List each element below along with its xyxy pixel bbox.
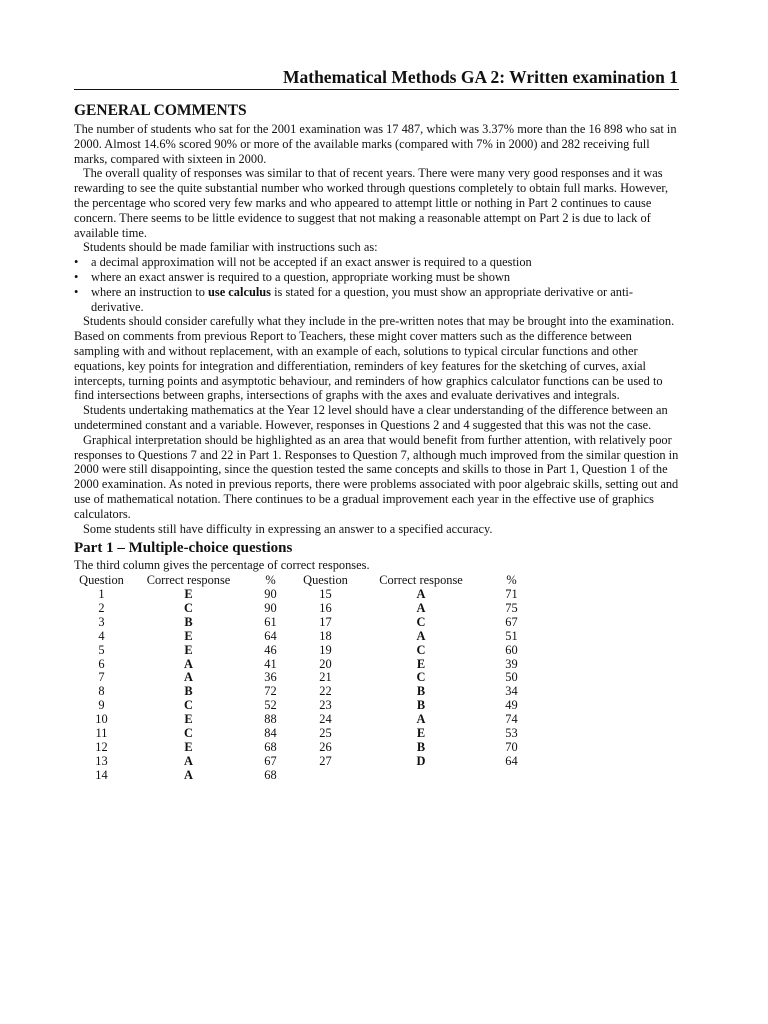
paragraph-constants: Students undertaking mathematics at the Year 12 level should have a clear understanding of the difference between an undetermined constant and a variable. However, responses in Questions 2 and 4 suggested that this was not the case. [74, 403, 668, 432]
table-row [74, 588, 539, 602]
question-number: 10 [95, 712, 108, 727]
percent-correct: 46 [264, 642, 277, 657]
list-item-text: a decimal approximation will not be accepted if an exact answer is required to a question [91, 255, 532, 270]
table-row [74, 644, 539, 658]
list-item-emphasis: use calculus [208, 284, 271, 299]
table-body [74, 588, 539, 783]
percent-correct: 52 [264, 698, 277, 713]
question-number: 5 [98, 642, 105, 657]
percent-correct: 50 [505, 670, 518, 685]
percent-correct: 67 [264, 753, 277, 768]
table-row [74, 769, 539, 783]
correct-response: B [184, 614, 193, 629]
correct-response: E [416, 656, 426, 671]
correct-response: E [184, 712, 193, 727]
percent-correct: 74 [505, 712, 518, 727]
table-row [74, 727, 539, 741]
percent-correct: 34 [505, 684, 518, 699]
correct-response: C [416, 642, 426, 657]
question-number: 6 [98, 656, 105, 671]
main-content [74, 101, 680, 783]
correct-response: E [184, 739, 193, 754]
table-row [74, 755, 539, 769]
bullet-icon: • [74, 255, 79, 270]
correct-response: A [416, 587, 426, 602]
percent-correct: 36 [264, 670, 277, 685]
question-number: 25 [319, 726, 332, 741]
percent-correct: 75 [505, 600, 518, 615]
question-number: 8 [98, 684, 105, 699]
paragraph-graphical: Graphical interpretation should be highlighted as an area that would benefit from further attention, with relatively poor responses to Questions 7 and 22 in Part 1. Responses to Question 7, although much improved from the similar question in 2000 were still disappointing, since the question tested the same concepts and skills to those in Part 1, Question 1 of the 2000 examination. As noted in previous reports, there were problems associated with poor algebraic skills, setting out and use of mathematical notation. There continues to be a gradual improvement each year in the effective use of graphics calculators. [74, 432, 679, 521]
question-number: 4 [98, 628, 105, 643]
question-number: 15 [319, 587, 332, 602]
percent-correct: 64 [264, 628, 277, 643]
paragraph-accuracy: Some students still have difficulty in expressing an answer to a specified accuracy. [83, 521, 493, 536]
multiple-choice-table [74, 574, 539, 783]
question-number: 21 [319, 670, 332, 685]
list-item [74, 285, 680, 315]
correct-response: A [184, 670, 193, 685]
correct-response: C [184, 726, 193, 741]
table-row [74, 699, 539, 713]
table-header-row [74, 574, 539, 588]
paragraph-exam-numbers: The number of students who sat for the 2001 examination was 17 487, which was 3.37% more than the 16 898 who sat in 2000. Almost 14.6% scored 90% or more of the available marks (compared with 7% in 2000) and 282 receiving full marks, compared with sixteen in 2000. [74, 122, 677, 166]
table-row [74, 630, 539, 644]
percent-correct: 84 [264, 726, 277, 741]
correct-response: C [184, 600, 193, 615]
column-header-question: Question [79, 573, 124, 588]
correct-response: A [184, 656, 193, 671]
percent-correct: 90 [264, 587, 277, 602]
question-number: 17 [319, 614, 332, 629]
part1-heading: Part 1 – Multiple-choice questions [74, 540, 293, 557]
question-number [293, 769, 358, 783]
page-title: Mathematical Methods GA 2: Written examination 1 [282, 67, 678, 87]
percent-correct: 51 [505, 628, 518, 643]
bullet-icon: • [74, 284, 79, 299]
list-item [74, 255, 680, 270]
percent-correct: 90 [264, 600, 277, 615]
correct-response: D [416, 753, 426, 768]
general-comments-heading: GENERAL COMMENTS [74, 102, 247, 119]
correct-response: A [416, 628, 426, 643]
percent-correct: 60 [505, 642, 518, 657]
column-header-percent: % [265, 573, 276, 588]
correct-response [358, 769, 484, 783]
correct-response: B [416, 684, 426, 699]
percent-correct: 68 [264, 767, 277, 782]
table-row [74, 713, 539, 727]
question-number: 16 [319, 600, 332, 615]
bullet-icon: • [74, 269, 79, 284]
question-number: 14 [95, 767, 108, 782]
percent-correct [484, 769, 539, 783]
correct-response: A [416, 712, 426, 727]
correct-response: C [416, 614, 426, 629]
correct-response: A [184, 767, 193, 782]
correct-response: E [416, 726, 426, 741]
percent-correct: 64 [505, 753, 518, 768]
percent-correct: 61 [264, 614, 277, 629]
correct-response: E [184, 587, 193, 602]
paragraph-quality: The overall quality of responses was similar to that of recent years. There were many very good responses and it was rewarding to see the quite substantial number who worked through questions completely to obtain full marks. However, the percentage who scored very few marks and who appeared to attempt little or nothing in Part 2 continues to cause concern. There seems to be little evidence to suggest that not making a reasonable attempt on Part 2 is due to lack of available time. [74, 166, 669, 240]
question-number: 13 [95, 753, 108, 768]
table-row [74, 616, 539, 630]
column-header-question: Question [303, 573, 348, 588]
instruction-list [74, 255, 680, 314]
question-number: 20 [319, 656, 332, 671]
question-number: 11 [95, 726, 108, 741]
correct-response: B [416, 739, 426, 754]
part1-intro: The third column gives the percentage of correct responses. [74, 558, 370, 573]
correct-response: A [416, 600, 426, 615]
header-divider [74, 89, 679, 90]
question-number: 22 [319, 684, 332, 699]
percent-correct: 70 [505, 739, 518, 754]
percent-correct: 49 [505, 698, 518, 713]
question-number: 19 [319, 642, 332, 657]
column-header-response: Correct response [146, 573, 231, 588]
question-number: 24 [319, 712, 332, 727]
question-number: 7 [98, 670, 105, 685]
list-item-text-pre: where an instruction to [91, 284, 208, 299]
correct-response: E [184, 628, 193, 643]
table-row [74, 658, 539, 672]
percent-correct: 53 [505, 726, 518, 741]
question-number: 27 [319, 753, 332, 768]
table-row [74, 685, 539, 699]
list-item [74, 270, 680, 285]
correct-response: C [184, 698, 193, 713]
paragraph-instructions-intro: Students should be made familiar with instructions such as: [83, 240, 378, 255]
correct-response: B [184, 684, 193, 699]
question-number: 3 [98, 614, 105, 629]
question-number: 12 [95, 739, 108, 754]
percent-correct: 71 [505, 587, 518, 602]
column-header-response: Correct response [379, 573, 463, 588]
table-row [74, 602, 539, 616]
question-number: 18 [319, 628, 332, 643]
percent-correct: 39 [505, 656, 518, 671]
question-number: 9 [98, 698, 105, 713]
question-number: 26 [319, 739, 332, 754]
percent-correct: 41 [264, 656, 277, 671]
question-number: 2 [98, 600, 105, 615]
question-number: 1 [98, 587, 105, 602]
percent-correct: 72 [264, 684, 277, 699]
percent-correct: 88 [264, 712, 277, 727]
correct-response: E [184, 642, 193, 657]
correct-response: C [416, 670, 426, 685]
table-row [74, 741, 539, 755]
percent-correct: 67 [505, 614, 518, 629]
table-row [74, 671, 539, 685]
list-item-text: where an exact answer is required to a question, appropriate working must be shown [91, 269, 511, 284]
column-header-percent: % [506, 573, 517, 588]
question-number: 23 [319, 698, 332, 713]
percent-correct: 68 [264, 739, 277, 754]
paragraph-notes: Students should consider carefully what they include in the pre-written notes that may be brought into the examination. Based on comments from previous Report to Teachers, these might cover matters such as the difference between sampling with and without replacement, with an example of each, solutions to typical circular functions and other equations, key points for integration and differentiation, reminders of key features for the sketching of curves, axial intercepts, turning points and asymptotic behaviour, and reminders of how graphics calculator functions can be used to find intersections between graphs, intersections of graphs with the axes and evaluate derivatives and integrals. [74, 314, 675, 403]
correct-response: A [184, 753, 193, 768]
list-item-text-post: is stated for a question, you must show an appropriate derivative or anti-derivative. [91, 284, 633, 314]
correct-response: B [416, 698, 426, 713]
